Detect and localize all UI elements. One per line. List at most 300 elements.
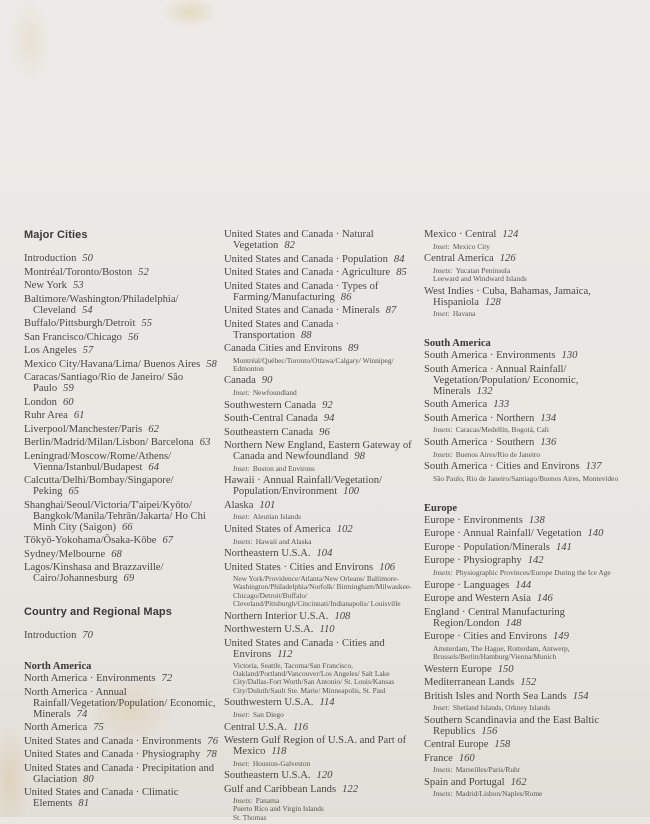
page-number: 87 [385,305,397,316]
entry-label: South America · Southern [424,437,535,449]
entry-label: Northwestern U.S.A. [224,624,314,636]
toc-entry[interactable] [424,631,624,642]
page-number: 154 [572,690,589,702]
toc-entry[interactable] [24,562,220,584]
entry-label: Northeastern U.S.A. [224,548,311,560]
entry-label: North America · Environments [24,673,156,684]
toc-entry[interactable] [224,254,420,265]
inset-note [224,389,420,397]
entry-label: Ruhr Area [24,410,68,421]
page-number: 104 [316,548,333,560]
page-number: 158 [494,739,511,751]
inset-label: Inset: [433,241,450,251]
entry-label: United States and Canada · Transportation [224,318,340,341]
toc-entry[interactable] [424,286,624,308]
inset-label: Inset: [233,512,250,522]
toc-entry[interactable] [424,253,624,264]
entry-label: Northern New England, Eastern Gateway of Canada and Newfoundland [224,440,412,463]
entry-label: Berlin/Madrid/Milan/Lisbon/ Barcelona [24,437,194,448]
entry-label: Shanghai/Seoul/Victoria/T'aipei/Kyōto/ Bangkok/Manila/Tehrān/Jakarta/ Ho Chi Minh City (Saigon) [24,499,206,533]
contents-column-3 [424,229,624,801]
inset-label: Inset: [233,709,250,719]
inset-label: Inset: [233,758,250,768]
inset-text: Mexico City [452,241,490,251]
inset-note [224,760,420,768]
page-number: 120 [316,770,333,782]
toc-entry[interactable] [224,500,420,511]
south-america-list [424,350,624,483]
section-title-major-cities: Major Cities [24,229,88,241]
toc-entry[interactable] [424,691,624,702]
entry-label: South America · Annual Rainfall/ Vegetation/Population/ Economic, Minerals [424,363,579,397]
page-number: 66 [122,521,133,533]
inset-text: New York/Providence/Atlanta/New Orleans/ Baltimore-Washington/Philadelphia/Norfolk/ Birmingham/Milwaukee-Chicago/Detroit/Buffalo/ Cleveland/Pittsburgh/Cincinnati/Indianapolis/ Louisville [233,574,412,608]
inset-note [424,451,624,459]
toc-entry[interactable] [224,475,420,497]
toc-entry[interactable] [424,229,624,240]
toc-entry[interactable] [224,770,420,781]
inset-note [424,243,624,251]
toc-entry[interactable] [24,736,220,747]
entry-label: Central Europe [424,739,489,751]
region-title-south-america: South America [424,338,491,350]
inset-note [424,267,624,283]
toc-entry[interactable] [224,524,420,535]
entry-label: Mexico · Central [424,229,497,240]
inset-text: Marseilles/Paris/Ruhr [455,765,521,775]
inset-note [224,465,420,473]
entry-label: Sydney/Melbourne [24,548,106,560]
page-number: 102 [336,524,353,536]
toc-entry[interactable] [224,400,420,411]
inset-text: Buenos Aires/Rio de Janeiro [455,449,541,459]
page-number: 150 [497,663,514,675]
entry-label: Canada [224,375,256,387]
toc-entry[interactable] [424,677,624,688]
entry-label: Hawaii · Annual Rainfall/Vegetation/ Population/Environment [224,475,382,498]
entry-label: Europe · Cities and Environs [424,631,547,643]
entry-label: United States and Canada · Physiography [24,749,201,760]
page-number: 134 [540,412,557,424]
entry-label: Montréal/Toronto/Boston [24,266,133,278]
entry-label: Mexico City/Havana/Lima/ Buenos Aires [24,358,201,370]
entry-label: Southwestern Canada [224,399,317,411]
page-number: 141 [555,541,572,553]
page-number: 152 [520,677,537,689]
page-number: 76 [207,735,218,747]
toc-entry[interactable] [24,253,220,264]
page-number: 100 [343,486,360,498]
page-number: 122 [342,783,358,795]
page-number: 54 [81,304,93,316]
toc-entry[interactable] [424,350,624,361]
toc-entry[interactable] [424,739,624,750]
entry-label: South America · Environments [424,350,556,362]
entry-label: England · Central Manufacturing Region/London [424,606,565,629]
entry-label: Buffalo/Pittsburgh/Detroit [24,318,136,329]
inset-note [224,513,420,521]
entry-label: Northern Interior U.S.A. [224,610,329,622]
page-number: 106 [379,561,396,573]
toc-entry[interactable] [24,359,220,370]
page-number: 101 [259,499,276,511]
inset-text: Madrid/Lisbon/Naples/Rome [455,789,543,799]
entry-label: Introduction [24,253,77,264]
inset-text: Panama [255,796,280,806]
toc-entry[interactable] [424,664,624,675]
page-number: 137 [585,461,602,473]
north-america-list-part-2 [224,229,420,822]
inset-label: Inset: [433,703,450,713]
page-number: 138 [528,514,545,526]
region-title-north-america: North America [24,661,92,672]
page-number: 80 [83,773,94,785]
inset-note [424,569,624,577]
page-number: 89 [347,343,359,354]
inset-text: Puerto Rico and Virgin Islands [233,804,324,814]
toc-entry[interactable] [224,562,420,573]
toc-entry[interactable] [424,515,624,526]
entry-label: United States and Canada · Agriculture [224,267,391,278]
toc-entry[interactable] [224,229,420,251]
page-number: 57 [82,345,94,356]
entry-label: Europe · Physiography [424,555,522,567]
entry-label: Europe and Western Asia [424,593,531,605]
entry-label: Lagos/Kinshasa and Brazzaville/ Cairo/Johannesburg [24,562,164,584]
toc-entry[interactable] [24,437,220,448]
toc-entry[interactable] [24,397,220,408]
toc-entry[interactable] [24,267,220,278]
page-number: 68 [111,548,122,560]
toc-entry[interactable] [424,715,624,737]
inset-label: Inset: [433,309,450,319]
entry-label: Central America [424,253,494,265]
toc-entry[interactable] [224,697,420,708]
contents-column-2 [224,229,420,824]
entry-label: United States and Canada · Population [224,253,388,265]
north-america-list-part-1 [24,673,220,809]
inset-note [424,704,624,712]
page-number: 53 [72,280,84,291]
inset-note [224,711,420,719]
entry-label: South-Central Canada [224,413,318,425]
toc-entry[interactable] [424,437,624,448]
toc-entry[interactable] [24,763,220,785]
entry-label: North America [24,722,88,733]
toc-entry[interactable] [24,687,220,720]
inset-label: Inset: [233,463,250,473]
page-number: 74 [76,708,88,720]
entry-label: Western Europe [424,663,492,675]
entry-label: Europe · Languages [424,579,510,591]
inset-label: Insets: [433,265,453,275]
page-number: 160 [458,752,475,764]
toc-entry[interactable] [424,399,624,410]
entry-label: Southern Scandinavia and the East Baltic Republics [424,714,600,737]
entry-label: Canada Cities and Environs [224,343,342,354]
toc-entry[interactable] [424,777,624,788]
inset-text: San Diego [252,709,284,719]
inset-text: Amsterdam, The Hague, Rotterdam, Antwerp, Brussels/Berlin/Hamburg/Vienna/Munich [433,643,570,661]
toc-entry[interactable] [24,787,220,809]
toc-entry[interactable] [224,611,420,622]
entry-label: Calcutta/Delhi/Bombay/Singapore/ Peking [24,475,174,497]
inset-note [424,645,624,661]
entry-label: United States and Canada · Environments [24,735,202,747]
toc-entry[interactable] [24,451,220,473]
inset-text: Yucatan Peninsula [455,265,511,275]
toc-entry[interactable] [424,542,624,553]
page-number: 92 [322,399,333,411]
inset-text: St. Thomas [233,812,267,822]
toc-entry[interactable] [224,413,420,424]
page-number: 50 [82,253,93,264]
page-number: 156 [481,725,498,737]
page-number: 69 [123,573,135,584]
inset-label: Insets: [433,765,453,775]
toc-entry[interactable] [24,500,220,533]
page-number: 116 [292,721,309,733]
page-number: 118 [271,746,287,758]
page-number: 88 [301,329,312,341]
page-number: 82 [284,240,295,251]
toc-entry[interactable] [424,364,624,397]
entry-label: Southeastern Canada [224,426,314,438]
entry-label: Caracas/Santiago/Rio de Janeiro/ São Paulo [24,372,184,394]
entry-label: Spain and Portugal [424,776,505,788]
entry-label: South America [424,399,488,411]
entry-label: Southwestern U.S.A. [224,697,314,709]
page-number: 84 [393,253,405,265]
entry-label: Los Angeles [24,345,77,356]
page-number: 81 [78,798,90,809]
inset-note [424,310,624,318]
entry-label: British Isles and North Sea Lands [424,690,567,702]
toc-entry[interactable] [224,319,420,341]
page-number: 146 [536,593,553,605]
toc-entry[interactable] [224,343,420,354]
inset-note [424,766,624,774]
toc-entry[interactable] [24,475,220,497]
inset-note [224,538,420,546]
page-number: 133 [493,399,510,411]
inset-text: Victoria, Seattle, Tacoma/San Francisco, Oakland/Portland/Vancouver/Los Angeles/ Salt Lake City/Dallas-Fort Worth/San Antonio/ St. Louis/Kansas City/Duluth/Sault Ste. Marie/ Minneapolis, St. Paul [233,661,395,695]
entry-label: South America · Cities and Environs [424,461,580,473]
north-america-list-part-3 [424,229,624,318]
inset-text: Newfoundland [252,387,297,397]
toc-entry[interactable] [224,440,420,462]
entry-label: Europe · Annual Rainfall/ Vegetation [424,528,582,540]
inset-text: Montréal/Québec/Toronto/Ottawa/Calgary/ Winnipeg/ Edmonton [233,355,394,373]
entry-label: United States and Canada · Climatic Elements [24,787,179,809]
entry-label: South America · Northern [424,412,535,424]
toc-entry[interactable] [24,749,220,760]
inset-note [224,797,420,822]
page-number: 55 [141,318,153,329]
entry-label: Baltimore/Washington/Philadelphia/ Cleveland [24,293,179,316]
page-number: 61 [73,410,85,421]
toc-entry[interactable] [224,427,420,438]
page-number: 65 [68,486,80,497]
toc-entry[interactable] [24,318,220,329]
entry-label: Central U.S.A. [224,721,287,733]
inset-label: Inset: [233,387,250,397]
inset-text: São Paulo, Rio de Janeiro/Santiago/Buenos Aires, Montevideo [433,473,619,483]
entry-label: Europe · Population/Minerals [424,541,550,553]
toc-entry[interactable] [24,332,220,343]
toc-entry-introduction[interactable] [24,630,220,641]
page-number: 114 [319,697,335,709]
inset-text: Caracas/Medellín, Bogotá, Cali [455,425,549,435]
contents-column-1 [24,229,220,812]
inset-text: Boston and Environs [252,463,315,473]
page-number: 70 [82,630,93,641]
entry-label: France [424,752,453,764]
toc-entry[interactable] [24,722,220,733]
europe-list [424,515,624,799]
toc-entry[interactable] [224,735,420,757]
page-number: 72 [161,673,173,684]
toc-entry[interactable] [224,722,420,733]
toc-entry[interactable] [24,294,220,316]
page-number: 56 [127,331,139,343]
page-number: 132 [476,385,493,397]
toc-entry[interactable] [24,410,220,421]
toc-entry[interactable] [424,593,624,604]
entry-label: Tōkyō-Yokohama/Ōsaka-Kōbe [24,535,157,546]
page-number: 62 [148,423,159,435]
inset-label: Insets: [233,796,253,806]
toc-entry[interactable] [24,280,220,291]
toc-entry[interactable] [224,548,420,559]
entry-label: United States and Canada · Precipitation and Glaciation [24,762,215,785]
entry-label: Introduction [24,630,77,641]
entry-label: Liverpool/Manchester/Paris [24,423,143,435]
toc-entry[interactable] [24,673,220,684]
inset-text: Shetland Islands, Orkney Islands [452,703,551,713]
page-number: 78 [206,749,217,760]
page-number: 108 [334,610,351,622]
page-number: 149 [552,631,569,643]
region-title-europe: Europe [424,502,458,514]
inset-text: Hawaii and Alaska [255,536,312,546]
inset-label: Insets: [233,536,253,546]
page-number: 142 [527,555,544,567]
page-number: 124 [502,229,519,240]
toc-entry[interactable] [224,305,420,316]
page-number: 64 [148,461,159,473]
page-number: 130 [561,350,578,362]
entry-label: San Francisco/Chicago [24,331,122,343]
toc-entry[interactable] [224,638,420,660]
inset-text: Leeward and Windward Islands [433,273,527,283]
entry-label: Southeastern U.S.A. [224,770,311,782]
page-number: 96 [319,426,330,438]
entry-label: North America · Annual Rainfall/Vegetation/Population/ Economic, Minerals [24,686,216,720]
page-number: 52 [138,266,149,278]
toc-entry[interactable] [424,580,624,591]
toc-entry[interactable] [24,424,220,435]
toc-entry[interactable] [424,461,624,472]
entry-label: United States and Canada · Cities and Environs [224,637,385,660]
inset-note [224,357,420,373]
toc-entry[interactable] [24,549,220,560]
inset-note [224,662,420,695]
page-number: 86 [340,291,352,303]
page-number: 60 [62,396,74,408]
entry-label: United States of America [224,524,331,536]
toc-entry[interactable] [424,528,624,539]
entry-label: New York [24,280,67,291]
inset-text: Physiographic Provinces/Europe During the Ice Age [455,567,611,577]
toc-entry[interactable] [424,607,624,629]
inset-text: Houston-Galveston [252,758,311,768]
inset-label: Insets: [433,567,453,577]
page-number: 67 [162,535,174,546]
page-number: 162 [510,776,527,788]
page-number: 58 [206,358,217,370]
page-number: 59 [63,383,74,394]
toc-entry[interactable] [24,345,220,356]
entry-label: United States and Canada · Types of Farming/Manufacturing [224,280,379,303]
inset-label: Insets: [433,449,453,459]
entry-label: London [24,396,57,408]
inset-note [424,790,624,798]
entry-label: West Indies · Cuba, Bahamas, Jamaica, Hispaniola [424,285,591,308]
toc-entry[interactable] [24,372,220,394]
section-title-regional-maps: Country and Regional Maps [24,606,172,618]
inset-note [224,575,420,608]
page-number: 136 [540,437,557,449]
toc-entry[interactable] [424,753,624,764]
toc-entry[interactable] [224,281,420,303]
toc-entry[interactable] [224,267,420,278]
inset-label: Insets: [433,425,453,435]
page-number: 144 [515,579,532,591]
toc-entry[interactable] [24,535,220,546]
page-number: 110 [319,624,335,636]
inset-text: Havana [452,309,476,319]
entry-label: Europe · Environments [424,514,523,526]
inset-text: Aleutian Islands [252,512,302,522]
page-number: 126 [499,253,516,265]
entry-label: Mediterranean Lands [424,677,515,689]
page-number: 128 [484,296,501,308]
inset-note [424,426,624,434]
inset-label: Insets: [433,789,453,799]
entry-label: Alaska [224,499,254,511]
page-number: 75 [93,722,104,733]
page-number: 63 [199,437,211,448]
inset-note [424,475,624,483]
page-number: 90 [261,375,273,387]
page-number: 140 [587,528,604,540]
entry-label: United States · Cities and Environs [224,561,374,573]
major-cities-list [24,253,220,584]
toc-entry[interactable] [424,555,624,566]
toc-entry[interactable] [224,784,420,795]
page-number: 94 [323,413,335,425]
entry-label: Gulf and Caribbean Lands [224,783,337,795]
page-number: 148 [505,617,522,629]
toc-entry[interactable] [224,624,420,635]
entry-label: Western Gulf Region of U.S.A. and Part of Mexico [224,735,407,758]
page-number: 98 [354,451,365,463]
toc-entry[interactable] [424,413,624,424]
page-number: 112 [277,648,293,660]
toc-entry[interactable] [224,375,420,386]
entry-label: United States and Canada · Minerals [224,305,380,316]
